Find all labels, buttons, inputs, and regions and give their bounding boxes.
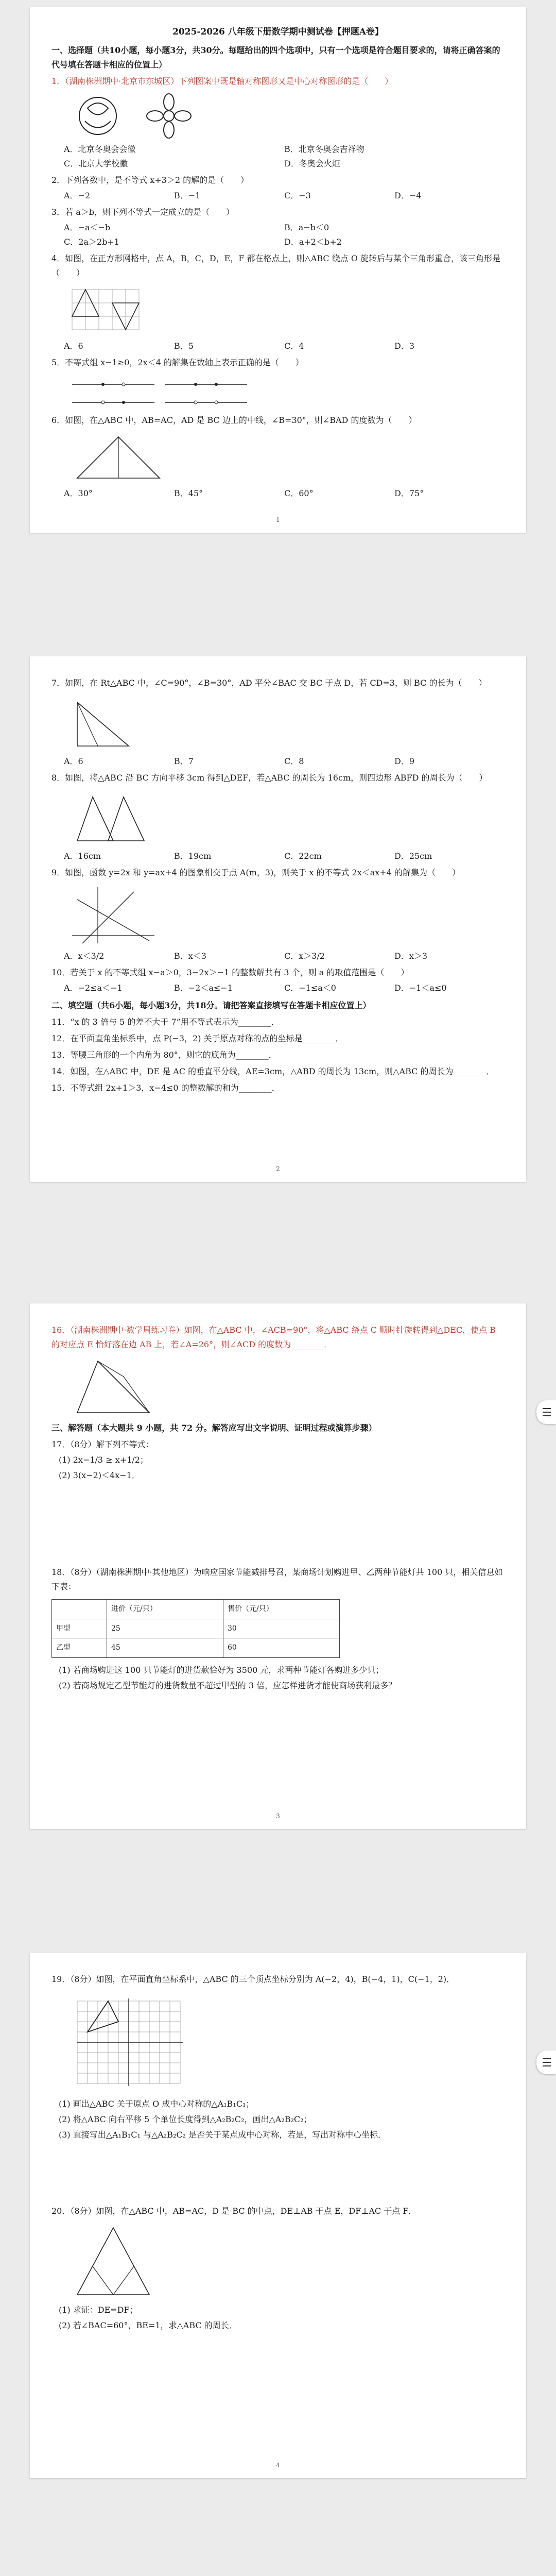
question: 3．若 a＞b，则下列不等式一定成立的是（ ） (51, 207, 235, 217)
menu-icon (543, 2058, 551, 2059)
options (64, 339, 505, 353)
option: C．22cm (284, 851, 322, 861)
menu-icon (543, 1408, 551, 1409)
table-cell: 60 (223, 1638, 340, 1658)
question: 16．（湖南株洲期中·数学周练习卷）如图，在△ABC 中，∠ACB=90°，将△ABC 绕点 C 顺时针旋转得到△DEC，使点 B 的对应点 E 恰好落在边 AB 上，若∠A=26°，则∠ACD 的度数为________． (51, 1325, 496, 1349)
table-cell: 25 (107, 1619, 223, 1638)
option: D．25cm (394, 851, 432, 861)
sub-question: (2) 若∠BAC=60°，BE=1，求△ABC 的周长． (59, 2320, 237, 2330)
side-menu-button[interactable] (536, 2050, 556, 2074)
figure (67, 789, 505, 846)
table-cell: 30 (223, 1619, 340, 1638)
section-heading: 三、解答题（本大题共 9 小题，共 72 分。解答应写出文字说明、证明过程或演算步骤） (51, 1423, 377, 1433)
page-2 (30, 656, 526, 1182)
figure (67, 1356, 505, 1418)
figure (67, 2223, 505, 2300)
option: B．北京冬奥会吉祥物 (284, 144, 364, 154)
question: 20．（8分）如图，在△ABC 中，AB=AC，D 是 BC 的中点，DE⊥AB 于点 E，DF⊥AC 于点 F． (51, 2206, 417, 2216)
option: B．19cm (174, 851, 212, 861)
option: C．4 (284, 341, 304, 351)
section-heading: 一、选择题（共10小题，每小题3分，共30分。每题给出的四个选项中，只有一个选项是符合题目要求的，请将正确答案的代号填在答题卡相应的位置上） (51, 45, 500, 70)
menu-icon (543, 1412, 551, 1413)
question: 10．若关于 x 的不等式组 x−a＞0，3−2x＞−1 的整数解共有 3 个，则 a 的取值范围是（ ） (51, 968, 409, 977)
grid-figure (67, 284, 144, 336)
menu-icon (543, 2065, 551, 2066)
option: B．7 (174, 756, 194, 766)
option: D．75° (394, 488, 424, 498)
right-triangle-figure (67, 694, 134, 751)
options (64, 949, 505, 963)
isosceles-figure (67, 2223, 160, 2300)
figure (67, 284, 505, 336)
option: B．x＜3 (174, 951, 206, 961)
question: 7．如图，在 Rt△ABC 中，∠C=90°，∠B=30°，AD 平分∠BAC 交 BC 于点 D，若 CD=3，则 BC 的长为（ ） (51, 678, 487, 688)
side-menu-button[interactable] (536, 1400, 556, 1424)
option: D．9 (394, 756, 415, 766)
option: C．x＞3/2 (284, 951, 325, 961)
options (64, 221, 505, 249)
sub-question: (1) 2x−1/3 ≥ x+1/2； (59, 1455, 148, 1465)
table-header-cell: 售价（元/只） (223, 1600, 340, 1619)
question: 6．如图，在△ABC 中，AB=AC，AD 是 BC 边上的中线，∠B=30°，则∠BAD 的度数为（ ） (51, 415, 417, 425)
line-graph-figure (67, 884, 160, 946)
figure (67, 884, 505, 946)
question: 19．（8分）如图，在平面直角坐标系中，△ABC 的三个顶点坐标分别为 A(−2，4)，B(−4，1)，C(−1，2)． (51, 1974, 455, 1984)
question: 9．如图，函数 y=2x 和 y=ax+4 的图象相交于点 A(m，3)，则关于 x 的不等式 2x＜ax+4 的解集为（ ） (51, 868, 460, 877)
figure (67, 694, 505, 751)
option: B．−2＜a≤−1 (174, 983, 233, 993)
option: A．6 (64, 341, 83, 351)
options (64, 486, 505, 501)
sub-question: (1) 若商场购进这 100 只节能灯的进货款恰好为 3500 元，求两种节能灯各购进多少只； (59, 1665, 384, 1675)
options (64, 189, 505, 203)
option: A．30° (64, 488, 93, 498)
option: A．−a＜−b (64, 222, 111, 232)
option: A．北京冬奥会会徽 (64, 144, 136, 154)
page-1 (30, 7, 526, 533)
table-header-cell: 进价（元/只） (107, 1600, 223, 1619)
option: A．−2≤a＜−1 (64, 983, 123, 993)
option: C．−1≤a＜0 (284, 983, 336, 993)
option: C．60° (284, 488, 314, 498)
option: D．3 (394, 341, 415, 351)
translation-figure (67, 789, 170, 846)
option: C．8 (284, 756, 304, 766)
option: A．16cm (64, 851, 101, 861)
options (64, 142, 505, 171)
option: C．−3 (284, 190, 311, 200)
table-row (52, 1619, 340, 1638)
option: A．x＜3/2 (64, 951, 105, 961)
question: 14．如图，在△ABC 中，DE 是 AC 的垂直平分线，AE=3cm，△ABD 的周长为 13cm，则△ABC 的周长为________． (51, 1066, 495, 1076)
sub-question: (2) 将△ABC 向右平移 5 个单位长度得到△A₂B₂C₂，画出△A₂B₂C₂； (59, 2114, 312, 2124)
figure (67, 93, 505, 139)
option: D．−4 (394, 190, 422, 200)
table-cell: 乙型 (52, 1638, 107, 1658)
option: A．−2 (64, 190, 91, 200)
question: 13．等腰三角形的一个内角为 80°，则它的底角为________． (51, 1050, 277, 1060)
menu-icon (543, 2062, 551, 2063)
rotation-figure (67, 1356, 170, 1418)
section-heading: 二、填空题（共6小题，每小题3分，共18分。请把答案直接填写在答题卡相应位置上） (51, 1001, 371, 1010)
option: B．a−b＜0 (284, 222, 329, 232)
options (64, 849, 505, 863)
question: 5．不等式组 x−1≥0，2x＜4 的解集在数轴上表示正确的是（ ） (51, 357, 304, 367)
sub-question: (2) 若商场规定乙型节能灯的进货数量不超过甲型的 3 倍，应怎样进货才能使商场获利最多？ (59, 1680, 397, 1690)
option: B．−1 (174, 190, 201, 200)
options (64, 754, 505, 769)
question: 1．（湖南株洲期中·北京市东城区）下列图案中既是轴对称图形又是中心对称图形的是（ ） (51, 76, 393, 86)
sub-question: (3) 直接写出△A₁B₁C₁ 与△A₂B₂C₂ 是否关于某点成中心对称，若是，写出对称中心坐标． (59, 2130, 387, 2140)
option: D．a+2＜b+2 (284, 236, 342, 247)
figure (67, 1991, 505, 2094)
sub-question: (1) 画出△ABC 关于原点 O 成中心对称的△A₁B₁C₁； (59, 2099, 254, 2109)
question: 15．不等式组 2x+1＞3，x−4≤0 的整数解的和为________． (51, 1083, 280, 1093)
table-header-cell (52, 1600, 107, 1619)
data-table (51, 1599, 340, 1658)
option: D．x＞3 (394, 951, 428, 961)
page-number: 2 (276, 1165, 280, 1173)
question: 4．如图，在正方形网格中，点 A，B，C，D，E，F 都在格点上，则△ABC 绕点 O 旋转后与某个三角形重合，该三角形是（ ） (51, 253, 501, 278)
option: D．冬奥会火炬 (284, 158, 340, 168)
table-row (52, 1638, 340, 1658)
menu-icon (543, 1415, 551, 1416)
number-line-figure (67, 374, 252, 410)
question: 11．“x 的 3 倍与 5 的差不大于 7”用不等式表示为________． (51, 1017, 280, 1027)
option: B．45° (174, 488, 203, 498)
option: B．5 (174, 341, 194, 351)
page-number: 4 (276, 2462, 280, 2469)
flower-figure (138, 93, 200, 139)
page-number: 1 (276, 516, 280, 523)
coordinate-grid-figure (67, 1991, 190, 2094)
sub-question: (1) 求证：DE=DF； (59, 2305, 138, 2315)
page-title: 2025-2026 八年级下册数学期中测试卷【押题A卷】 (172, 27, 384, 37)
options (64, 981, 505, 995)
question: 2．下列各数中，是不等式 x+3＞2 的解的是（ ） (51, 175, 249, 185)
emblem-figure (67, 93, 129, 139)
question: 17．（8分）解下列不等式： (51, 1439, 154, 1449)
table-cell: 45 (107, 1638, 223, 1658)
question: 12．在平面直角坐标系中，点 P(−3，2) 关于原点对称的点的坐标是________． (51, 1033, 344, 1043)
option: D．−1＜a≤0 (394, 983, 447, 993)
triangle-figure (67, 432, 170, 483)
sub-question: (2) 3(x−2)＜4x−1． (59, 1470, 140, 1480)
table-cell: 甲型 (52, 1619, 107, 1638)
option: C．北京大学校徽 (64, 158, 128, 168)
question: 8．如图，将△ABC 沿 BC 方向平移 3cm 得到△DEF，若△ABC 的周长为 16cm，则四边形 ABFD 的周长为（ ） (51, 773, 488, 783)
question: 18．（8分）（湖南株洲期中·其他地区）为响应国家节能减排号召，某商场计划购进甲、乙两种节能灯共 100 只，相关信息如下表： (51, 1567, 503, 1591)
option: A．6 (64, 756, 83, 766)
page-3 (30, 1303, 526, 1829)
figure (67, 374, 505, 410)
option: C．2a＞2b+1 (64, 236, 119, 247)
figure (67, 432, 505, 483)
page-4 (30, 1953, 526, 2478)
page-number: 3 (276, 1812, 280, 1820)
